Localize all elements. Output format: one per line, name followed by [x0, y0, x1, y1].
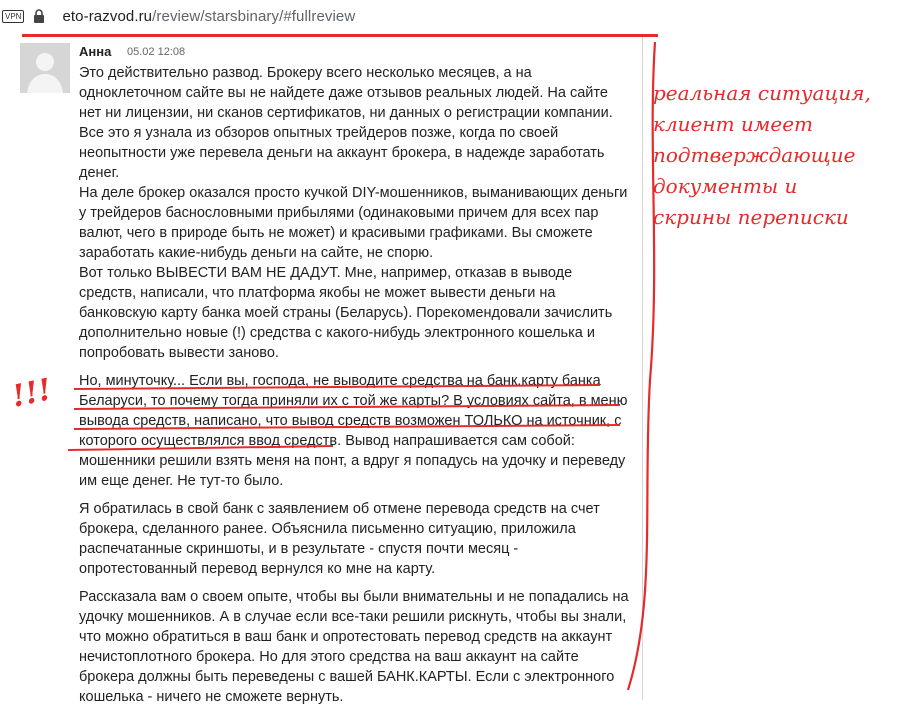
comment-paragraph-highlighted: Но, минуточку... Если вы, господа, не выводите средства на банк.карту банка Беларуси, то почему тогда приняли их с той же карты? В условиях сайта, в меню вывода средств, написано, что вывод средств возможен ТОЛЬКО на источник, с которого осуществлялся ввод средств. Вывод напрашивается сам собой: мошенники решили взять меня на понт, а вдруг я попадусь на удочку и переведу им еще денег. Не тут-то было. — [79, 373, 628, 489]
avatar — [20, 43, 70, 93]
url-text[interactable] — [62, 8, 355, 25]
url-path: /review/starsbinary/#fullreview — [152, 7, 356, 25]
comment-body — [79, 63, 631, 707]
address-bar[interactable] — [0, 0, 900, 32]
annotation-exclamation: !!! — [8, 372, 55, 415]
handwritten-annotation — [653, 78, 900, 233]
comment-paragraph: Вот только ВЫВЕСТИ ВАМ НЕ ДАДУТ. Мне, например, отказав в выводе средств, написали, что платформа якобы не может вывести деньги на банковскую карту банка моей страны (Беларусь). Порекомендовали зачислить дополнительно новые (!) средства с какого-нибудь электронного кошелька и попробовать вывести заново. — [79, 265, 613, 361]
annotation-line: документы и — [653, 174, 798, 198]
url-host: eto-razvod.ru — [62, 7, 153, 25]
avatar-placeholder-icon — [20, 43, 70, 93]
comment-author[interactable]: Анна — [79, 44, 112, 59]
annotation-line: скрины переписки — [653, 205, 849, 229]
annotation-line: клиент имеет — [653, 112, 813, 136]
annotation-top-line — [22, 34, 658, 37]
comment-paragraph: Я обратилась в свой банк с заявлением об отмене перевода средств на счет брокера, сделанного ранее. Объяснила письменно ситуацию, приложила распечатанные скриншоты, и в результате - спустя почти месяц - опротестованный перевод вернулся ко мне на карту. — [79, 501, 600, 577]
annotation-line: реальная ситуация, — [653, 81, 871, 105]
comment-paragraph: На деле брокер оказался просто кучкой DIY-мошенников, выманивающих деньги у трейдеров баснословными прибылями (одинаковыми причем для всех пар валют, чего в природе быть не может) и красивыми графиками. Вы сможете заработать какие-нибудь деньги на сайте, не спорю. — [79, 185, 628, 261]
comment-date: 05.02 12:08 — [127, 46, 186, 58]
lock-icon[interactable] — [33, 9, 45, 23]
annotation-line: подтверждающие — [653, 143, 856, 167]
comment-paragraph: Это действительно развод. Брокеру всего несколько месяцев, а на одноклеточном сайте вы не найдете даже отзывов реальных людей. На сайте нет ни лицензии, ни сканов сертификатов, ни данных о регистрации компании. Все это я узнала из обзоров опытных трейдеров позже, когда по своей неопытности уже перевела деньги на аккаунт брокера, в надежде заработать денег. — [79, 65, 613, 181]
vpn-badge[interactable]: VPN — [2, 10, 24, 23]
comment-paragraph: Рассказала вам о своем опыте, чтобы вы были внимательны и не попадались на удочку мошенников. А в случае если все-таки решили рискнуть, чтобы вы знали, что можно обратиться в ваш банк и опротестовать перевод средств на аккаунт нечистоплотного брокера. Но для этого средства на ваш аккаунт на сайте брокера должны быть переведены с вашей БАНК.КАРТЫ. Если с электронного кошелька - ничего не сможете вернуть. — [79, 589, 629, 705]
